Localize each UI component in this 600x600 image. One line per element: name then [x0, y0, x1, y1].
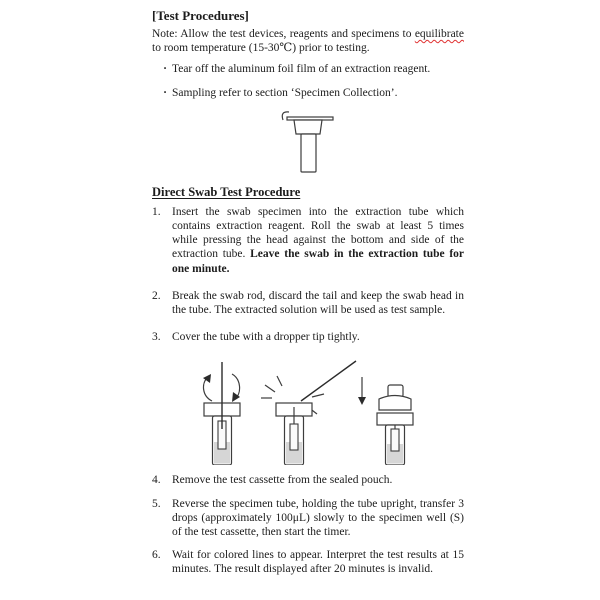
- figure-swab-procedure-steps: [152, 357, 464, 465]
- numbered-steps-4-6: [152, 473, 464, 576]
- step-number: 4.: [152, 474, 161, 487]
- bullet-dot-icon: ·: [163, 63, 167, 76]
- step-number: 2.: [152, 289, 161, 302]
- extraction-tube-foil-peel-icon: [152, 109, 464, 173]
- note-text-suffix: to room temperature (15-30℃) prior to testing.: [152, 42, 370, 55]
- note-text-prefix: Note: Allow the test devices, reagents and specimens to: [152, 28, 415, 40]
- swab-steps-illustration: [152, 357, 464, 465]
- cover-tube-dropper-tip-icon: [358, 377, 413, 465]
- bullet-list: [152, 62, 464, 99]
- section-heading: Direct Swab Test Procedure: [152, 184, 301, 199]
- break-swab-rod-icon: [261, 361, 356, 465]
- step-text: Reverse the specimen tube, holding the tube upright, transfer 3 drops (approximately 100μL) slowly to the specimen well (S) of the test cassette, then start the timer.: [172, 497, 464, 539]
- step-text: Break the swab rod, discard the tail and keep the swab head in the tube. The extracted solution will be used as test sample.: [172, 289, 464, 317]
- step-text: Wait for colored lines to appear. Interpret the test results at 15 minutes. The result displayed after 20 minutes is invalid.: [172, 549, 464, 576]
- page-title: [Test Procedures]: [152, 8, 249, 23]
- bullet-text: Sampling refer to section ‘Specimen Collection’.: [172, 86, 398, 99]
- step-number: 5.: [152, 497, 161, 510]
- step-number: 6.: [152, 549, 161, 562]
- step-item-3: [152, 330, 464, 344]
- rotate-swab-icon: [203, 362, 240, 465]
- list-item: [152, 62, 464, 76]
- step-text: Remove the test cassette from the sealed pouch.: [172, 474, 393, 487]
- step-number: 1.: [152, 205, 161, 218]
- step-text: [172, 205, 464, 276]
- step-number: 3.: [152, 331, 161, 344]
- bullet-text: Tear off the aluminum foil film of an extraction reagent.: [172, 63, 431, 76]
- spellchecked-word: equilibrate: [414, 28, 464, 40]
- note-paragraph: [152, 27, 464, 55]
- numbered-steps-1-3: [152, 205, 464, 345]
- list-item: [152, 86, 464, 100]
- bullet-dot-icon: ·: [163, 86, 167, 99]
- step-item-1: [152, 205, 464, 276]
- step-text-bold: Leave the swab in the extraction tube for one minute.: [172, 248, 465, 275]
- step-item-4: [152, 473, 464, 487]
- step-text-normal: Insert the swab specimen into the extraction tube which contains extraction reagent. Roll the swab at least 5 times while pressing the head against the bottom and side of the extraction tube.: [172, 205, 464, 261]
- step-text: Cover the tube with a dropper tip tightly.: [172, 331, 360, 344]
- figure-extraction-tube: [152, 109, 464, 173]
- step-item-6: [152, 548, 464, 576]
- step-item-5: [152, 497, 464, 540]
- step-item-2: [152, 289, 464, 317]
- document-page: [152, 0, 464, 586]
